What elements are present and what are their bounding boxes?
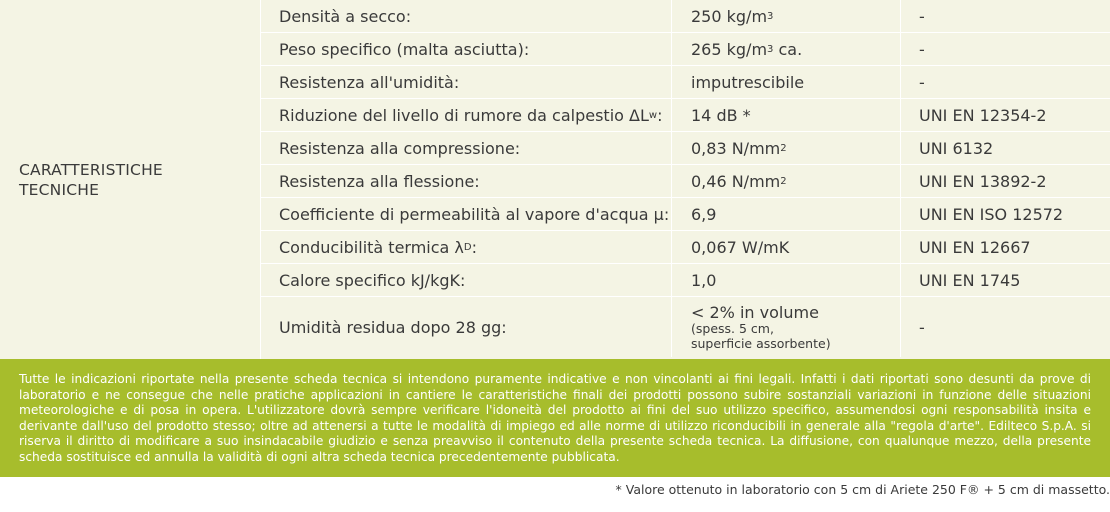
- table-row: [260, 33, 1110, 66]
- property-standard: UNI 6132: [900, 132, 1110, 164]
- legal-disclaimer: Tutte le indicazioni riportate nella presente scheda tecnica si intendono puramente indicative e non vincolanti ai fini legali. Infatti i dati riportati sono desunti da prove di laboratorio e ne consegue che nelle pratiche applicazioni in cantiere le caratteristiche finali dei prodotti possono subire sostanziali variazioni in funzione delle situazioni meteorologiche e di posa in opera. L'utilizzatore dovrà sempre verificare l'idoneità del prodotto ai fini del suo utilizzo specifico, assumendosi ogni responsabilità insita e derivante dall'uso del prodotto stesso; oltre ad attenersi a tutte le modalità di impiego ed alle norme di utilizzo riconducibili in generale alla "regola d'arte". Edilteco S.p.A. si riserva il diritto di modificare a suo insindacabile giudizio e senza preavviso il contenuto della presente scheda tecnica. La diffusione, con qualunque mezzo, della presente scheda sostituisce ed annulla la validità di ogni altra scheda tecnica precedentemente pubblicata.: [0, 359, 1110, 477]
- table-row: [260, 99, 1110, 132]
- property-standard: UNI EN 12354-2: [900, 99, 1110, 131]
- table-row: [260, 132, 1110, 165]
- value-note: superficie assorbente): [691, 335, 831, 351]
- property-value: 1,0: [671, 264, 900, 296]
- table-row: [260, 231, 1110, 264]
- value-main: < 2% in volume: [691, 302, 819, 322]
- property-value: 0,83 N/mm 2: [671, 132, 900, 164]
- property-standard: -: [900, 66, 1110, 98]
- table-row: [260, 264, 1110, 297]
- property-name: Resistenza alla flessione:: [279, 171, 480, 191]
- table-row: [260, 66, 1110, 99]
- property-name: Conducibilità termica λ D :: [279, 237, 477, 257]
- section-label: [19, 160, 249, 200]
- property-name: Calore specifico kJ/kgK:: [279, 270, 466, 290]
- table-row: [260, 165, 1110, 198]
- property-value: 0,067 W/mK: [671, 231, 900, 263]
- table-row: [260, 297, 1110, 357]
- footnote: * Valore ottenuto in laboratorio con 5 cm di Ariete 250 F® + 5 cm di massetto.: [615, 482, 1110, 497]
- property-value: 14 dB *: [671, 99, 900, 131]
- property-value: 0,46 N/mm 2: [671, 165, 900, 197]
- property-standard: UNI EN 13892-2: [900, 165, 1110, 197]
- section-label-line1: CARATTERISTICHE: [19, 161, 163, 179]
- property-name: Resistenza all'umidità:: [279, 72, 460, 92]
- property-standard: -: [900, 0, 1110, 32]
- property-value: 265 kg/m 3 ca.: [671, 33, 900, 65]
- property-standard: UNI EN 1745: [900, 264, 1110, 296]
- property-standard: UNI EN ISO 12572: [900, 198, 1110, 230]
- property-value: 6,9: [671, 198, 900, 230]
- property-standard: UNI EN 12667: [900, 231, 1110, 263]
- property-name: Resistenza alla compressione:: [279, 138, 521, 158]
- property-standard: -: [900, 33, 1110, 65]
- property-rows: [260, 0, 1110, 357]
- property-name: Coefficiente di permeabilità al vapore d'acqua μ:: [279, 204, 670, 224]
- property-value: 250 kg/m 3: [671, 0, 900, 32]
- table-row: [260, 0, 1110, 33]
- section-label-line2: TECNICHE: [19, 181, 100, 199]
- property-value: [671, 297, 900, 357]
- property-name: Peso specifico (malta asciutta):: [279, 39, 530, 59]
- property-standard: -: [900, 297, 1110, 357]
- property-name: Umidità residua dopo 28 gg:: [279, 317, 507, 337]
- property-name: Densità a secco:: [279, 6, 412, 26]
- property-name: Riduzione del livello di rumore da calpestio ΔL w :: [279, 105, 663, 125]
- value-note: (spess. 5 cm,: [691, 320, 774, 336]
- table-row: [260, 198, 1110, 231]
- property-value: imputrescibile: [671, 66, 900, 98]
